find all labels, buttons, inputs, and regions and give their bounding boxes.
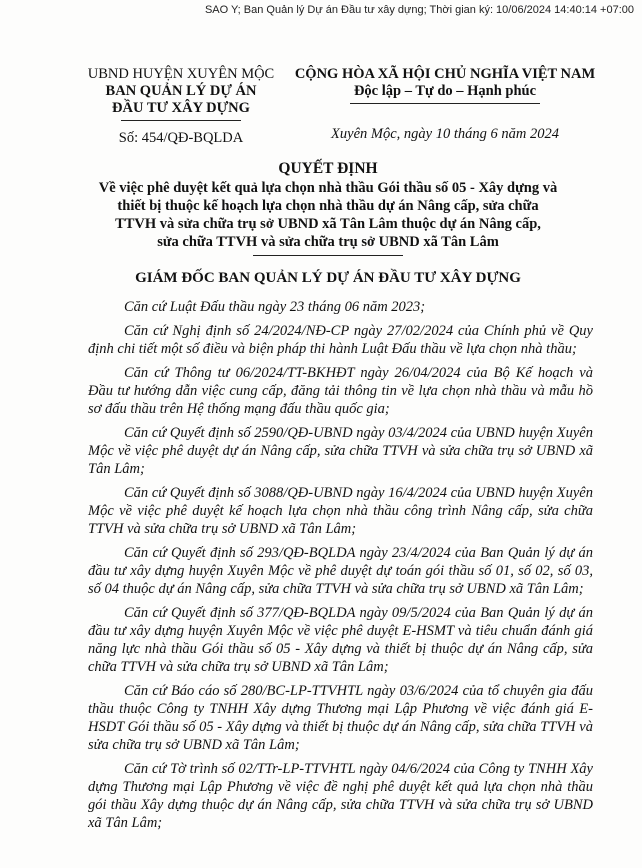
- digital-signature-stamp: SAO Y; Ban Quản lý Dự án Đầu tư xây dựng; Thời gian ký: 10/06/2024 14:40:14 +07:00: [204, 4, 634, 16]
- legal-basis-paragraph: Căn cứ Quyết định số 3088/QĐ-UBND ngày 16/4/2024 của UBND huyện Xuyên Mộc về việc phê duyệt kế hoạch lựa chọn nhà thầu công trình Nâng cấp, sửa chữa TTVH và sửa chữa trụ sở UBND xã Tân Lâm;: [88, 485, 593, 537]
- legal-basis-paragraph: Căn cứ Luật Đấu thầu ngày 23 tháng 06 năm 2023;: [124, 299, 426, 315]
- decision-subject-line: sửa chữa TTVH và sửa chữa trụ sở UBND xã Tân Lâm: [157, 234, 499, 250]
- issuing-authority-title: GIÁM ĐỐC BAN QUẢN LÝ DỰ ÁN ĐẦU TƯ XÂY DỰNG: [135, 270, 521, 286]
- motto-underline: [350, 103, 540, 104]
- decision-heading: QUYẾT ĐỊNH: [278, 160, 378, 177]
- agency-parent: UBND HUYỆN XUYÊN MỘC: [87, 66, 275, 82]
- national-motto: Độc lập – Tự do – Hạnh phúc: [353, 83, 537, 99]
- agency-underline: [121, 120, 241, 121]
- national-motto-block: [290, 66, 600, 104]
- issue-date: Xuyên Mộc, ngày 10 tháng 6 năm 2024: [331, 126, 559, 142]
- decision-subject-line: Về việc phê duyệt kết quả lựa chọn nhà thầu Gói thầu số 05 - Xây dựng và: [98, 180, 558, 196]
- country-name: CỘNG HÒA XÃ HỘI CHỦ NGHĨA VIỆT NAM: [294, 66, 596, 82]
- decision-subject-line: TTVH và sửa chữa trụ sở UBND xã Tân Lâm thuộc dự án Nâng cấp,: [115, 216, 541, 232]
- legal-basis-paragraph: Căn cứ Báo cáo số 280/BC-LP-TTVHTL ngày 03/6/2024 của tổ chuyên gia đấu thầu thuộc Công ty TNHH Xây dựng Thương mại Lập Phương về việc đánh giá E-HSDT Gói thầu số 05 - Xây dựng và thiết bị thuộc dự án Nâng cấp, sửa chữa TTVH và sửa chữa trụ sở UBND xã Tân Lâm;: [88, 683, 593, 753]
- legal-basis-paragraph: Căn cứ Quyết định số 377/QĐ-BQLDA ngày 09/5/2024 của Ban Quản lý dự án đầu tư xây dựng huyện Xuyên Mộc về việc phê duyệt E-HSMT và tiêu chuẩn đánh giá năng lực nhà thầu Gói thầu số 05 - Xây dựng và thiết bị thuộc dự án Nâng cấp, sửa chữa TTVH và sửa chữa trụ sở UBND xã Tân Lâm;: [88, 605, 593, 675]
- legal-basis-paragraph: Căn cứ Nghị định số 24/2024/NĐ-CP ngày 27/02/2024 của Chính phủ về Quy định chi tiết một số điều và biện pháp thi hành Luật Đấu thầu về lựa chọn nhà thầu;: [88, 323, 593, 357]
- issuing-agency-block: [74, 66, 288, 147]
- agency-name-line2: ĐẦU TƯ XÂY DỰNG: [112, 100, 250, 116]
- title-underline: [253, 255, 403, 256]
- decision-subject-line: thiết bị thuộc kế hoạch lựa chọn nhà thầu dự án Nâng cấp, sửa chữa: [117, 198, 539, 214]
- legal-basis-paragraph: Căn cứ Thông tư 06/2024/TT-BKHĐT ngày 26/04/2024 của Bộ Kế hoạch và Đầu tư hướng dẫn việc cung cấp, đăng tải thông tin về lựa chọn nhà thầu và mẫu hồ sơ đấu thầu trên Hệ thống mạng đấu thầu quốc gia;: [88, 365, 593, 417]
- legal-basis-paragraph: Căn cứ Quyết định số 293/QĐ-BQLDA ngày 23/4/2024 của Ban Quản lý dự án đầu tư xây dựng huyện Xuyên Mộc về phê duyệt dự toán gói thầu số 01, số 02, số 03, số 04 thuộc dự án Nâng cấp, sửa chữa TTVH và sửa chữa trụ sở UBND xã Tân Lâm;: [88, 545, 593, 597]
- legal-basis-paragraph: Căn cứ Tờ trình số 02/TTr-LP-TTVHTL ngày 04/6/2024 của Công ty TNHH Xây dựng Thương mại Lập Phương về việc đề nghị phê duyệt kết quả lựa chọn nhà thầu gói thầu Xây dựng thuộc dự án Nâng cấp, sửa chữa TTVH và sửa chữa trụ sở UBND xã Tân Lâm;: [88, 761, 593, 831]
- legal-basis-paragraph: Căn cứ Quyết định số 2590/QĐ-UBND ngày 03/4/2024 của UBND huyện Xuyên Mộc về việc phê duyệt dự án Nâng cấp, sửa chữa TTVH và sửa chữa trụ sở UBND xã Tân Lâm;: [88, 425, 593, 477]
- decision-title-block: [68, 160, 588, 256]
- legal-basis-section: [88, 298, 593, 838]
- document-number: Số: 454/QĐ-BQLDA: [118, 130, 244, 146]
- agency-name-line1: BAN QUẢN LÝ DỰ ÁN: [105, 83, 257, 99]
